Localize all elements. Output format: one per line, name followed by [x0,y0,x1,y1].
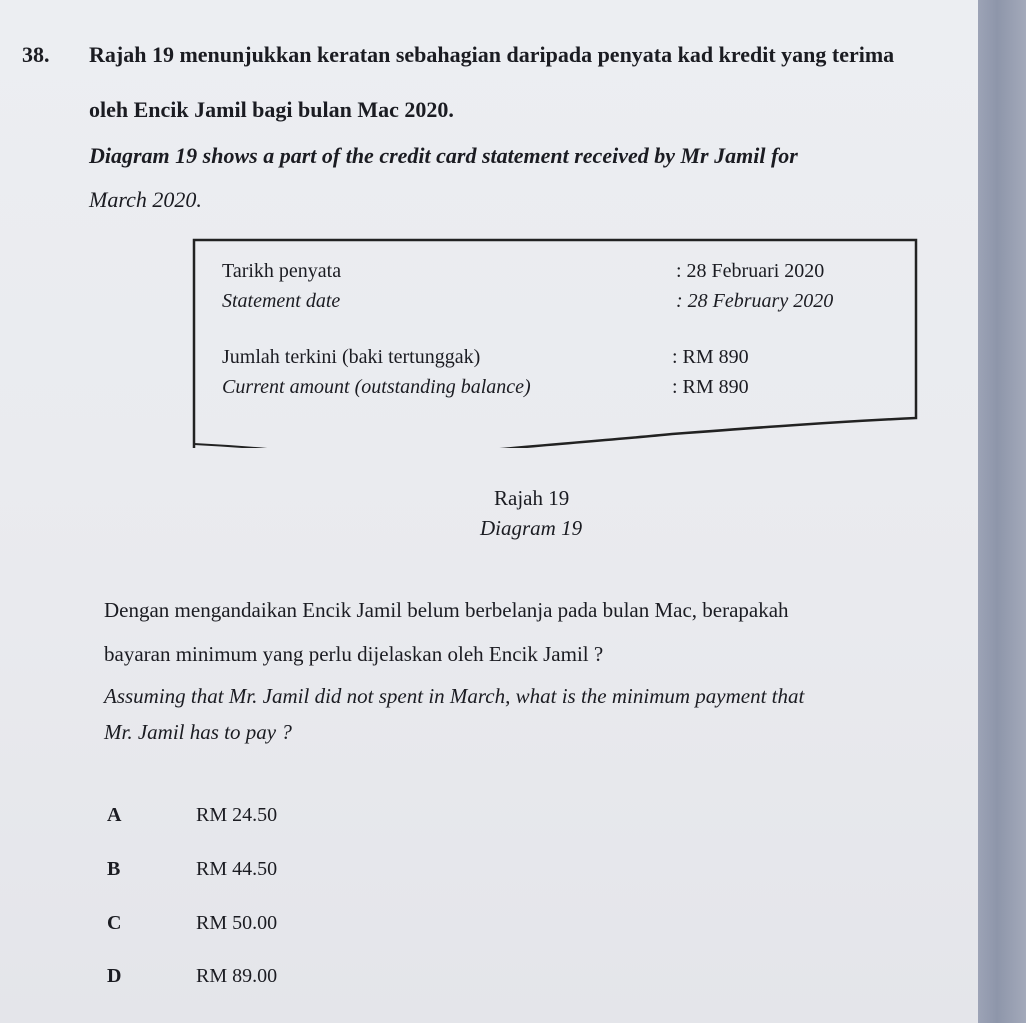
current-amount-value-english: : RM 890 [672,376,749,398]
prompt-english-line2: Mr. Jamil has to pay ? [104,720,292,744]
intro-english-line1: Diagram 19 shows a part of the credit card statement received by Mr Jamil for [89,143,798,168]
current-amount-label-english: Current amount (outstanding balance) [222,376,531,398]
option-c-letter[interactable]: C [107,912,122,934]
option-d-value[interactable]: RM 89.00 [196,965,278,987]
current-amount-value-malay: : RM 890 [672,346,749,368]
option-a-letter[interactable]: A [107,804,122,826]
prompt-malay-line1: Dengan mengandaikan Encik Jamil belum berbelanja pada bulan Mac, berapakah [104,598,789,622]
current-amount-label-malay: Jumlah terkini (baki tertunggak) [222,346,481,368]
statement-date-value-malay: : 28 Februari 2020 [676,260,825,282]
question-number: 38. [22,42,50,67]
prompt-english-line1: Assuming that Mr. Jamil did not spent in March, what is the minimum payment that [104,684,805,708]
intro-malay-line1: Rajah 19 menunjukkan keratan sebahagian daripada penyata kad kredit yang terima [89,42,895,67]
option-b-value[interactable]: RM 44.50 [196,858,278,880]
option-b-letter[interactable]: B [107,858,121,880]
diagram-caption-malay: Rajah 19 [494,486,570,510]
statement-date-label-malay: Tarikh penyata [222,260,342,282]
statement-date-value-english: : 28 February 2020 [676,290,834,312]
option-c-value[interactable]: RM 50.00 [196,912,278,934]
paper-edge [978,0,1026,1023]
option-a-value[interactable]: RM 24.50 [196,804,278,826]
option-d-letter[interactable]: D [107,965,122,987]
statement-date-label-english: Statement date [222,290,341,312]
intro-malay-line2: oleh Encik Jamil bagi bulan Mac 2020. [89,97,454,122]
diagram-caption-english: Diagram 19 [480,516,583,540]
intro-english-line2: March 2020. [89,187,202,212]
prompt-malay-line2: bayaran minimum yang perlu dijelaskan oleh Encik Jamil ? [104,642,604,666]
